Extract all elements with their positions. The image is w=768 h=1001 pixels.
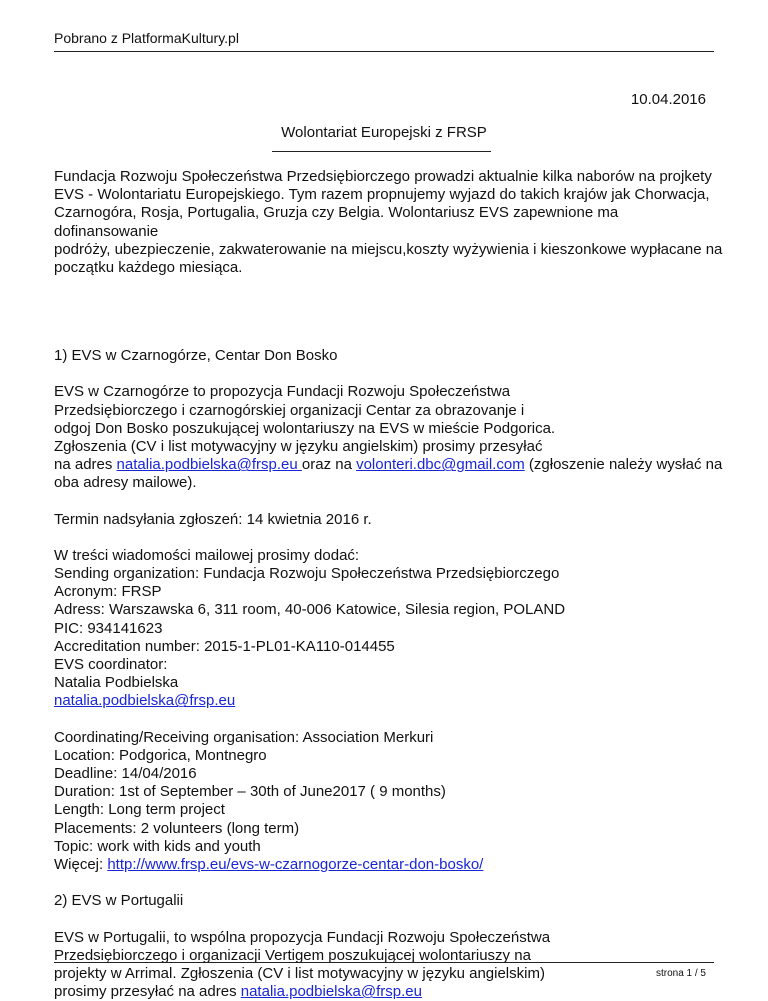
publication-date: 10.04.2016 bbox=[630, 91, 706, 108]
section1-address-line bbox=[54, 456, 726, 474]
intro-line: EVS - Wolontariatu Europejskiego. Tym razem propnujemy wyjazd do takich krajów jak Chorwacja, bbox=[54, 186, 710, 204]
project-detail-line: Placements: 2 volunteers (long term) bbox=[54, 819, 300, 837]
project-detail-line: Topic: work with kids and youth bbox=[54, 837, 261, 855]
spacer bbox=[54, 493, 726, 511]
intro-line: Czarnogóra, Rosja, Portugalia, Gruzja czy Belgia. Wolontariusz EVS zapewnione ma dofinansowanie bbox=[54, 204, 619, 240]
mail-detail-line: PIC: 934141623 bbox=[54, 619, 163, 637]
project-detail-line: Deadline: 14/04/2016 bbox=[54, 765, 197, 783]
intro-line: podróży, ubezpieczenie, zakwaterowanie na miejscu,koszty wyżywienia i kieszonkowe wypłacane na bbox=[54, 240, 723, 258]
title-underline bbox=[272, 151, 491, 152]
section2-desc-line: projekty w Arrimal. Zgłoszenia (CV i list motywacyjny w języku angielskim) bbox=[54, 964, 545, 982]
addr-prefix: prosimy przesyłać na adres bbox=[54, 983, 241, 1001]
email-link-natalia[interactable]: natalia.podbielska@frsp.eu bbox=[116, 456, 302, 474]
section1-heading: 1) EVS w Czarnogórze, Centar Don Bosko bbox=[54, 347, 338, 365]
header-divider bbox=[54, 51, 714, 52]
article-body bbox=[54, 168, 726, 1001]
page-number: strona 1 / 5 bbox=[655, 968, 706, 979]
project-detail-line: Length: Long term project bbox=[54, 801, 225, 819]
mail-detail-line: Adress: Warszawska 6, 311 room, 40-006 Katowice, Silesia region, POLAND bbox=[54, 601, 566, 619]
footer-divider bbox=[54, 962, 714, 963]
spacer bbox=[54, 911, 726, 929]
application-deadline: Termin nadsyłania zgłoszeń: 14 kwietnia 2016 r. bbox=[54, 510, 372, 528]
intro-line: Fundacja Rozwoju Społeczeństwa Przedsiębiorczego prowadzi aktualnie kilka naborów na projkety bbox=[54, 168, 712, 185]
section2-address-line bbox=[54, 983, 726, 1001]
section2-desc-line: EVS w Portugalii, to wspólna propozycja Fundacji Rozwoju Społeczeństwa bbox=[54, 928, 551, 946]
section2-desc-line: Przedsiębiorczego i organizacji Vertigem poszukującej wolontariuszy na bbox=[54, 946, 531, 964]
mail-detail-line: EVS coordinator: bbox=[54, 656, 168, 674]
section1-desc-line: EVS w Czarnogórze to propozycja Fundacji Rozwoju Społeczeństwa bbox=[54, 383, 511, 401]
intro-line: początku każdego miesiąca. bbox=[54, 259, 243, 277]
article-title: Wolontariat Europejski z FRSP bbox=[281, 124, 487, 141]
addr-mid: oraz na bbox=[301, 456, 357, 474]
spacer bbox=[54, 874, 726, 892]
page-header-source: Pobrano z PlatformaKultury.pl bbox=[54, 30, 239, 46]
section1-desc-line: Zgłoszenia (CV i list motywacyjny w języku angielskim) prosimy przesyłać bbox=[54, 438, 543, 456]
spacer bbox=[54, 711, 726, 729]
spacer bbox=[54, 277, 726, 347]
project-detail-line: Duration: 1st of September – 30th of June2017 ( 9 months) bbox=[54, 783, 446, 801]
section1-desc-line: Przedsiębiorczego i czarnogórskiej organizacji Centar za obrazovanje i bbox=[54, 401, 525, 419]
mail-detail-line: W treści wiadomości mailowej prosimy dodać: bbox=[54, 546, 360, 564]
spacer bbox=[54, 365, 726, 383]
mail-detail-line: Accreditation number: 2015-1-PL01-KA110-014455 bbox=[54, 637, 395, 655]
mail-detail-line: Natalia Podbielska bbox=[54, 674, 179, 692]
email-link-natalia-2[interactable]: natalia.podbielska@frsp.eu bbox=[240, 983, 422, 1001]
mail-detail-line: Acronym: FRSP bbox=[54, 583, 162, 601]
email-link-volonteri[interactable]: volonteri.dbc@gmail.com bbox=[356, 456, 525, 474]
email-link-coordinator[interactable]: natalia.podbielska@frsp.eu bbox=[54, 692, 236, 710]
section2-heading: 2) EVS w Portugalii bbox=[54, 892, 184, 910]
mail-detail-line: Sending organization: Fundacja Rozwoju Społeczeństwa Przedsiębiorczego bbox=[54, 565, 560, 583]
section1-address-line-2: oba adresy mailowe). bbox=[54, 474, 197, 492]
more-label: Więcej: bbox=[54, 856, 108, 874]
addr-prefix: na adres bbox=[54, 456, 117, 474]
project-detail-line: Location: Podgorica, Montnegro bbox=[54, 746, 267, 764]
addr-suffix: (zgłoszenie należy wysłać na bbox=[524, 456, 723, 474]
more-link[interactable]: http://www.frsp.eu/evs-w-czarnogorze-centar-don-bosko/ bbox=[107, 856, 484, 874]
section1-desc-line: odgoj Don Bosko poszukującej wolontariuszy na EVS w mieście Podgorica. bbox=[54, 419, 556, 437]
spacer bbox=[54, 529, 726, 547]
more-line bbox=[54, 856, 726, 874]
project-detail-line: Coordinating/Receiving organisation: Association Merkuri bbox=[54, 728, 434, 746]
coordinator-email-line bbox=[54, 692, 726, 710]
